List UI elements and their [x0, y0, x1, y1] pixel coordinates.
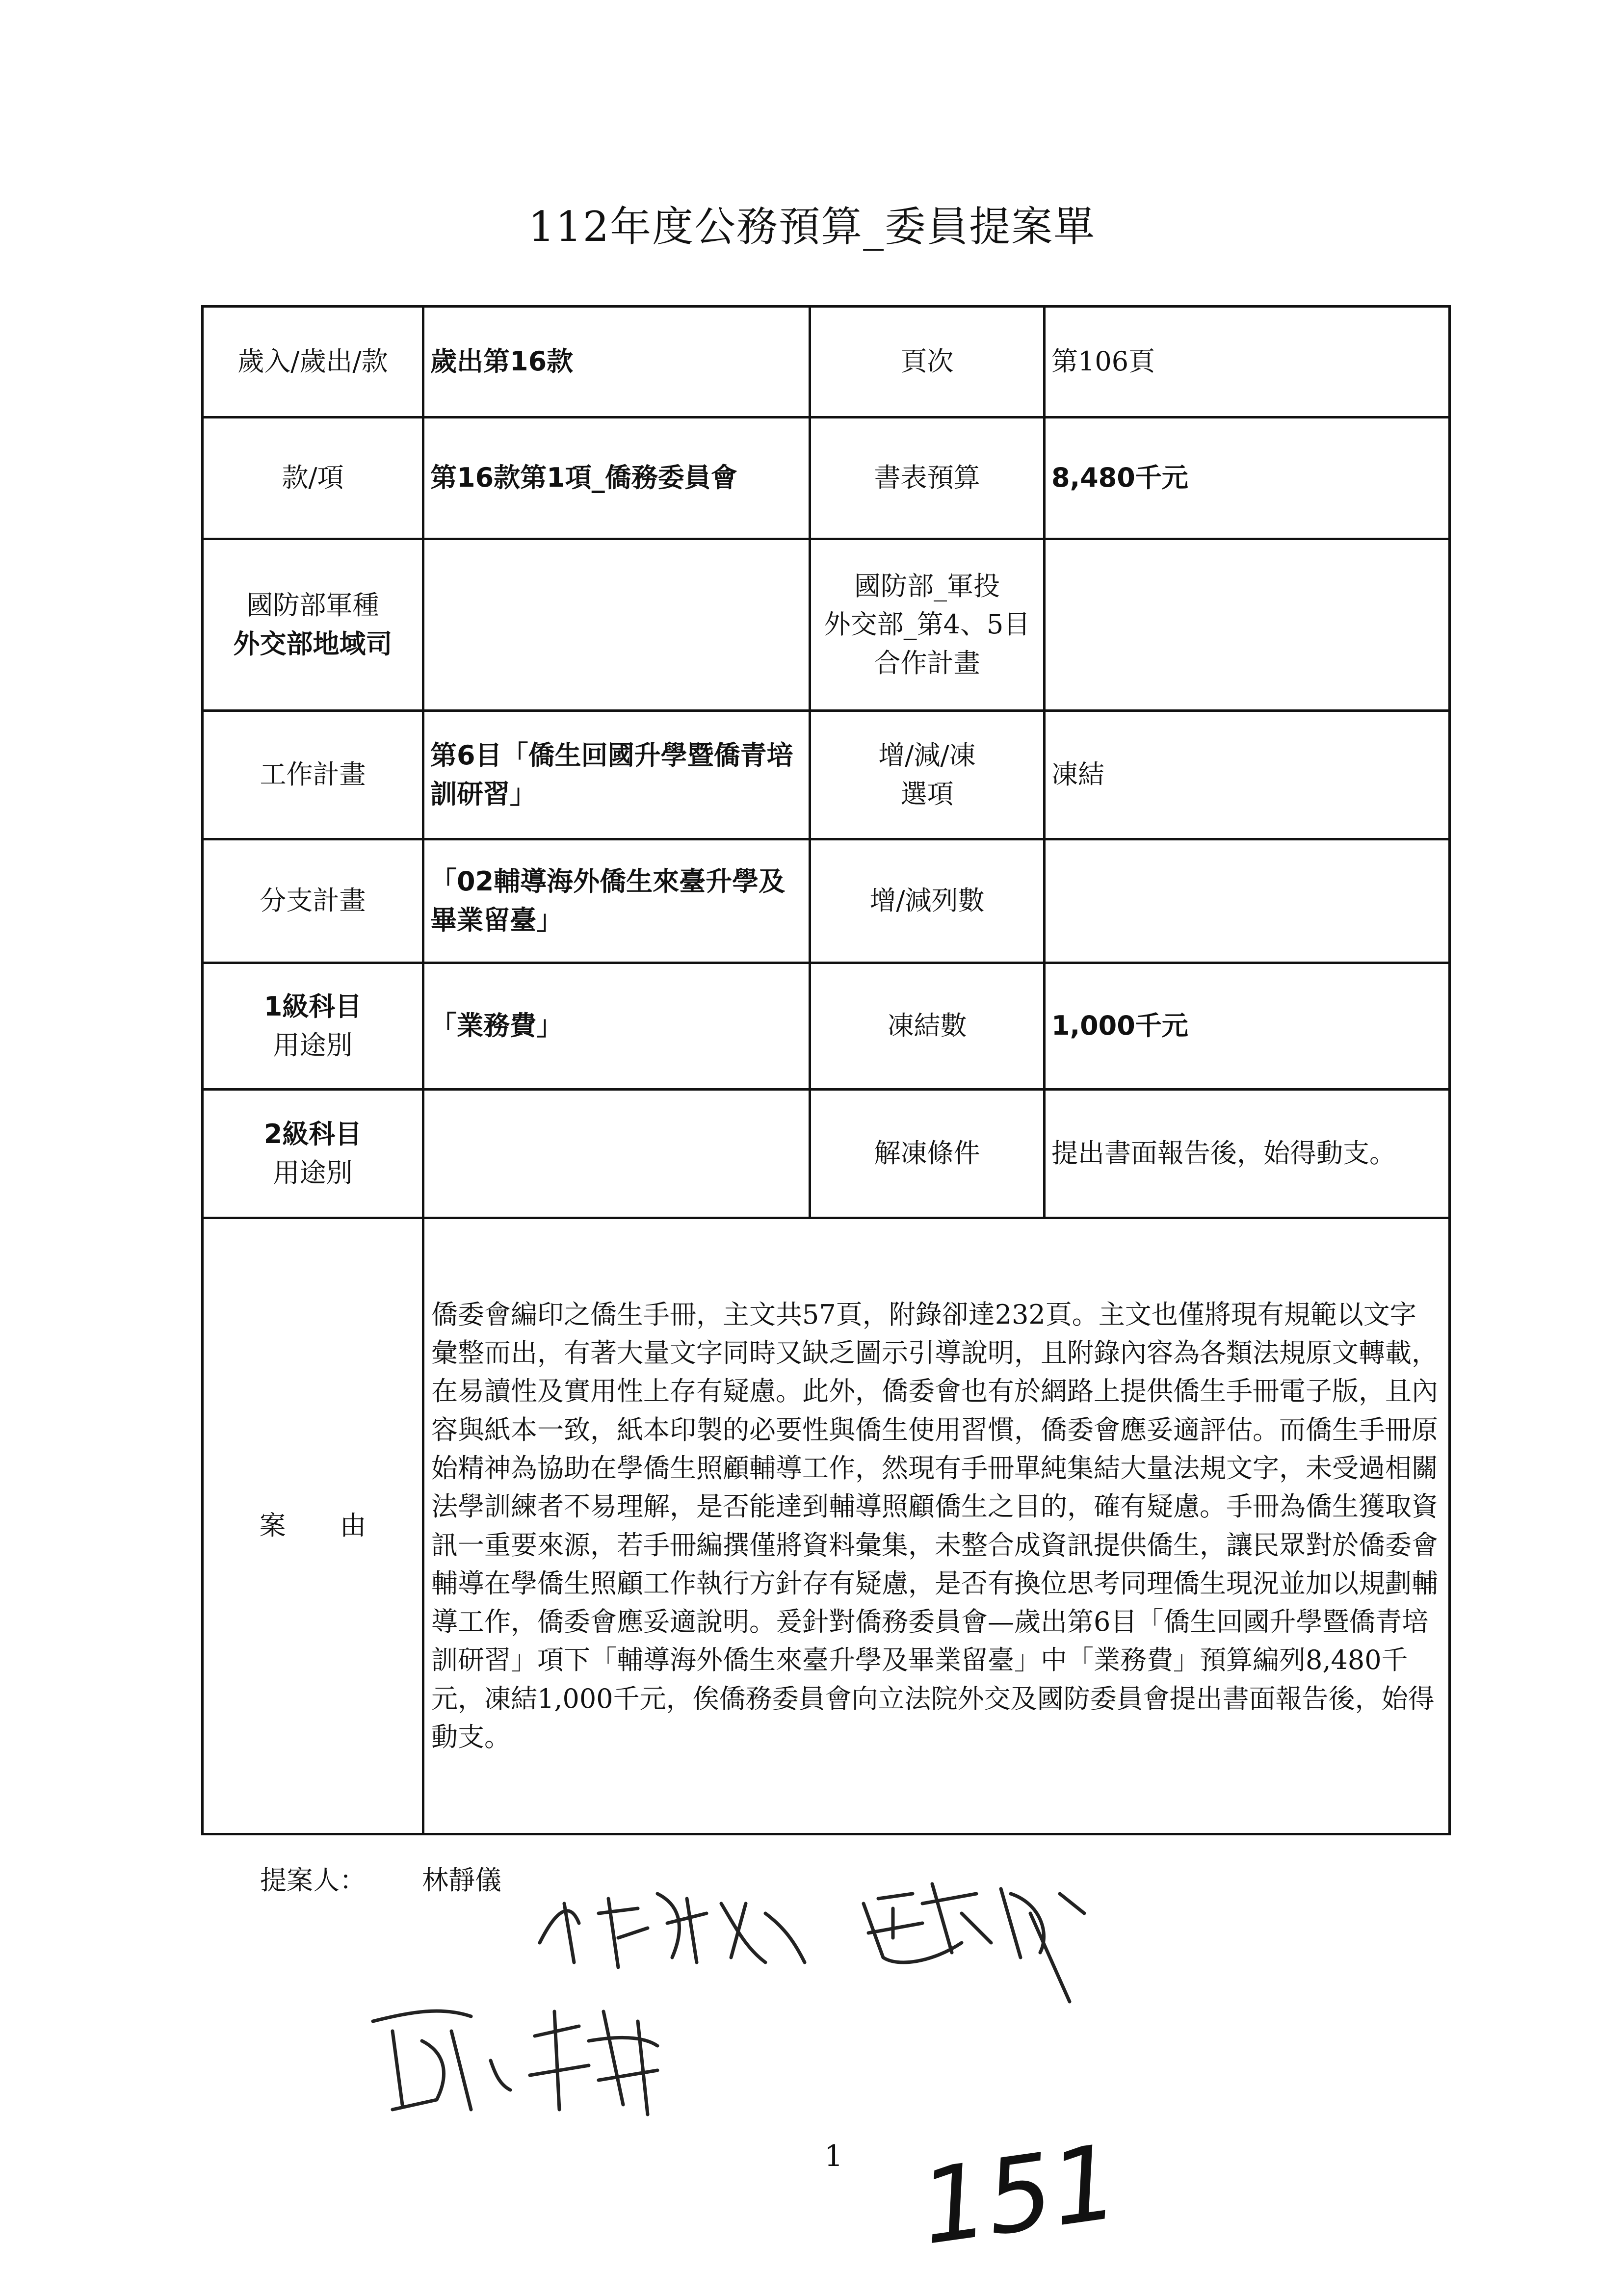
label-branch-plan: 分支計畫	[203, 839, 423, 963]
page-number: 1	[824, 2139, 843, 2173]
label-coop-b: 外交部_第4、5目	[824, 609, 1030, 640]
label-reason-a: 案	[259, 1510, 286, 1541]
value-subject-1: 「業務費」	[423, 963, 810, 1090]
value-freeze-amount: 1,000千元	[1045, 963, 1450, 1090]
label-item: 款/項	[203, 417, 423, 539]
label-defense-branch-a: 國防部軍種	[246, 590, 379, 621]
label-subject-1-b: 用途別	[273, 1029, 353, 1061]
value-work-plan: 第6目「僑生回國升學暨僑青培訓研習」	[423, 711, 810, 839]
value-item: 第16款第1項_僑務委員會	[423, 417, 810, 539]
label-subject-1-a: 1級科目	[263, 991, 362, 1022]
value-budget: 8,480千元	[1045, 417, 1450, 539]
signature-2	[864, 1884, 1084, 2002]
label-subject-2-b: 用途別	[273, 1157, 353, 1188]
label-subject-2-a: 2級科目	[263, 1119, 362, 1150]
label-unfreeze-condition: 解凍條件	[810, 1090, 1045, 1218]
proposer-label: 提案人：	[260, 1865, 366, 1896]
label-freeze-amount: 凍結數	[810, 963, 1045, 1090]
label-reason-b: 由	[340, 1510, 367, 1541]
label-page: 頁次	[810, 307, 1045, 417]
label-budget: 書表預算	[810, 417, 1045, 539]
label-change-amount: 增/減列數	[810, 839, 1045, 963]
value-page: 第106頁	[1045, 307, 1450, 417]
label-defense-branch-b: 外交部地域司	[233, 628, 393, 659]
svg-text:151: 151	[914, 2121, 1126, 2268]
label-option-a: 增/減/凍	[878, 740, 976, 771]
value-option: 凍結	[1045, 711, 1450, 839]
value-branch-plan: 「02輔導海外僑生來臺升學及畢業留臺」	[423, 839, 810, 963]
reason-text: 僑委會編印之僑生手冊，主文共57頁，附錄卻達232頁。主文也僅將現有規範以文字彙整而出，有著大量文字同時又缺乏圖示引導說明，且附錄內容為各類法規原文轉載，在易讀性及實用性上存有疑慮。此外，僑委會也有於網路上提供僑生手冊電子版，且內容與紙本一致，紙本印製的必要性與僑生使用習慣，僑委會應妥適評估。而僑生手冊原始精神為協助在學僑生照顧輔導工作，然現有手冊單純集結大量法規文字，未受過相關法學訓練者不易理解，是否能達到輔導照顧僑生之目的，確有疑慮。手冊為僑生獲取資訊一重要來源，若手冊編撰僅將資料彙集，未整合成資訊提供僑生，讓民眾對於僑委會輔導在學僑生照顧工作執行方針存有疑慮，是否有換位思考同理僑生現況並加以規劃輔導工作，僑委會應妥適說明。爰針對僑務委員會—歲出第6目「僑生回國升學暨僑青培訓研習」項下「輔導海外僑生來臺升學及畢業留臺」中「業務費」預算編列8,480千元，凍結1,000千元，俟僑務委員會向立法院外交及國防委員會提出書面報告後，始得動支。	[423, 1218, 1450, 1834]
value-account: 歲出第16款	[423, 307, 810, 417]
handwritten-number-151	[914, 2121, 1125, 2268]
label-coop-a: 國防部_軍投	[854, 571, 1000, 602]
label-work-plan: 工作計畫	[203, 711, 423, 839]
label-coop-c: 合作計畫	[874, 647, 980, 678]
label-account-type: 歲入/歲出/款	[203, 307, 423, 417]
label-option-b: 選項	[900, 778, 954, 809]
form-title: 112年度公務預算_委員提案單	[528, 203, 1096, 251]
signature-1	[540, 1894, 805, 1967]
value-unfreeze-condition: 提出書面報告後，始得動支。	[1045, 1090, 1450, 1218]
proposer-name: 林靜儀	[422, 1865, 501, 1896]
signature-3	[373, 2011, 657, 2114]
